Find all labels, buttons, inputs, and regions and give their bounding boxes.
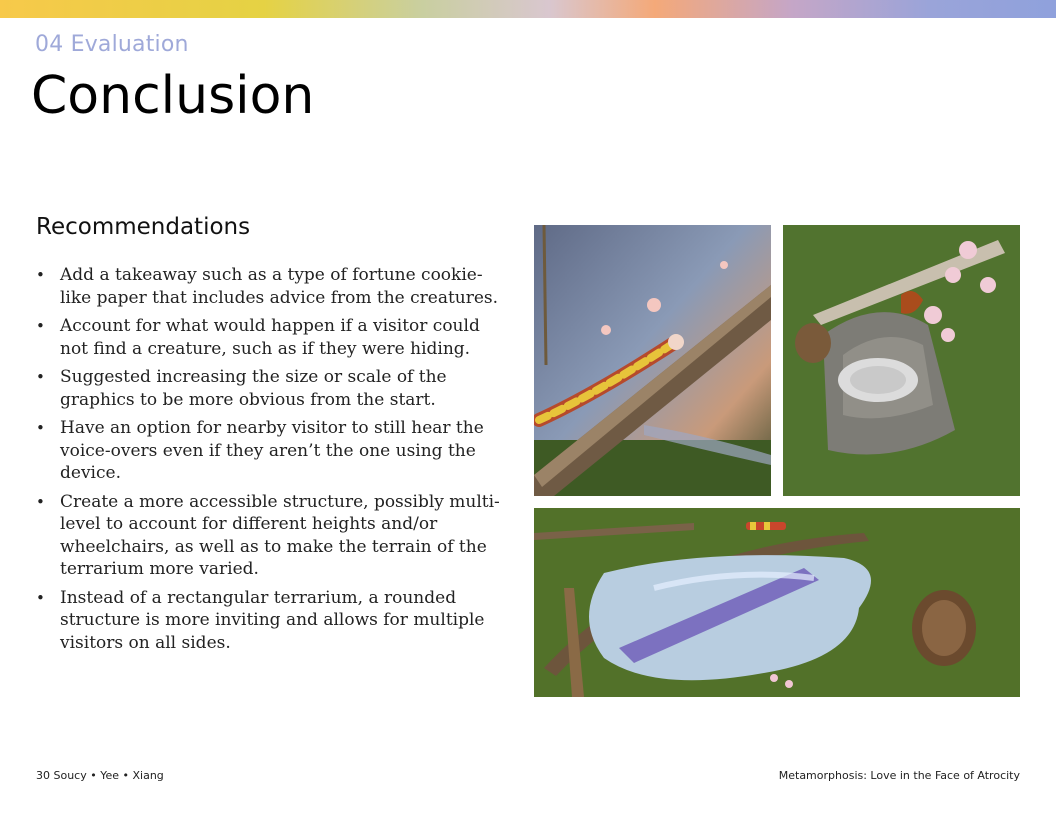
list-item: • Account for what would happen if a visitor could not find a creature, such as if they were hiding. xyxy=(36,315,506,360)
recommendations-list xyxy=(36,264,506,660)
recommendations-heading: Recommendations xyxy=(36,214,251,240)
page-title: Conclusion xyxy=(31,66,315,126)
footer-page-authors: 30 Soucy • Yee • Xiang xyxy=(36,769,164,782)
top-gradient-bar xyxy=(0,0,1056,18)
section-label: 04 Evaluation xyxy=(35,32,189,57)
terrarium-mirror-pond-photo xyxy=(534,508,1020,697)
footer-document-title: Metamorphosis: Love in the Face of Atrocity xyxy=(778,769,1020,782)
list-item: • Create a more accessible structure, possibly multi-level to account for different heights and/or wheelchairs, as well as to make the terrain of the terrarium more varied. xyxy=(36,491,506,581)
list-item: • Add a takeaway such as a type of fortune cookie-like paper that includes advice from the creatures. xyxy=(36,264,506,309)
list-item: • Have an option for nearby visitor to still hear the voice-overs even if they aren’t the one using the device. xyxy=(36,417,506,485)
rock-with-clay-creature-photo xyxy=(783,225,1020,496)
caterpillar-on-branch-photo xyxy=(534,225,771,496)
list-item: • Instead of a rectangular terrarium, a rounded structure is more inviting and allows for multiple visitors on all sides. xyxy=(36,587,506,655)
list-item: • Suggested increasing the size or scale of the graphics to be more obvious from the start. xyxy=(36,366,506,411)
